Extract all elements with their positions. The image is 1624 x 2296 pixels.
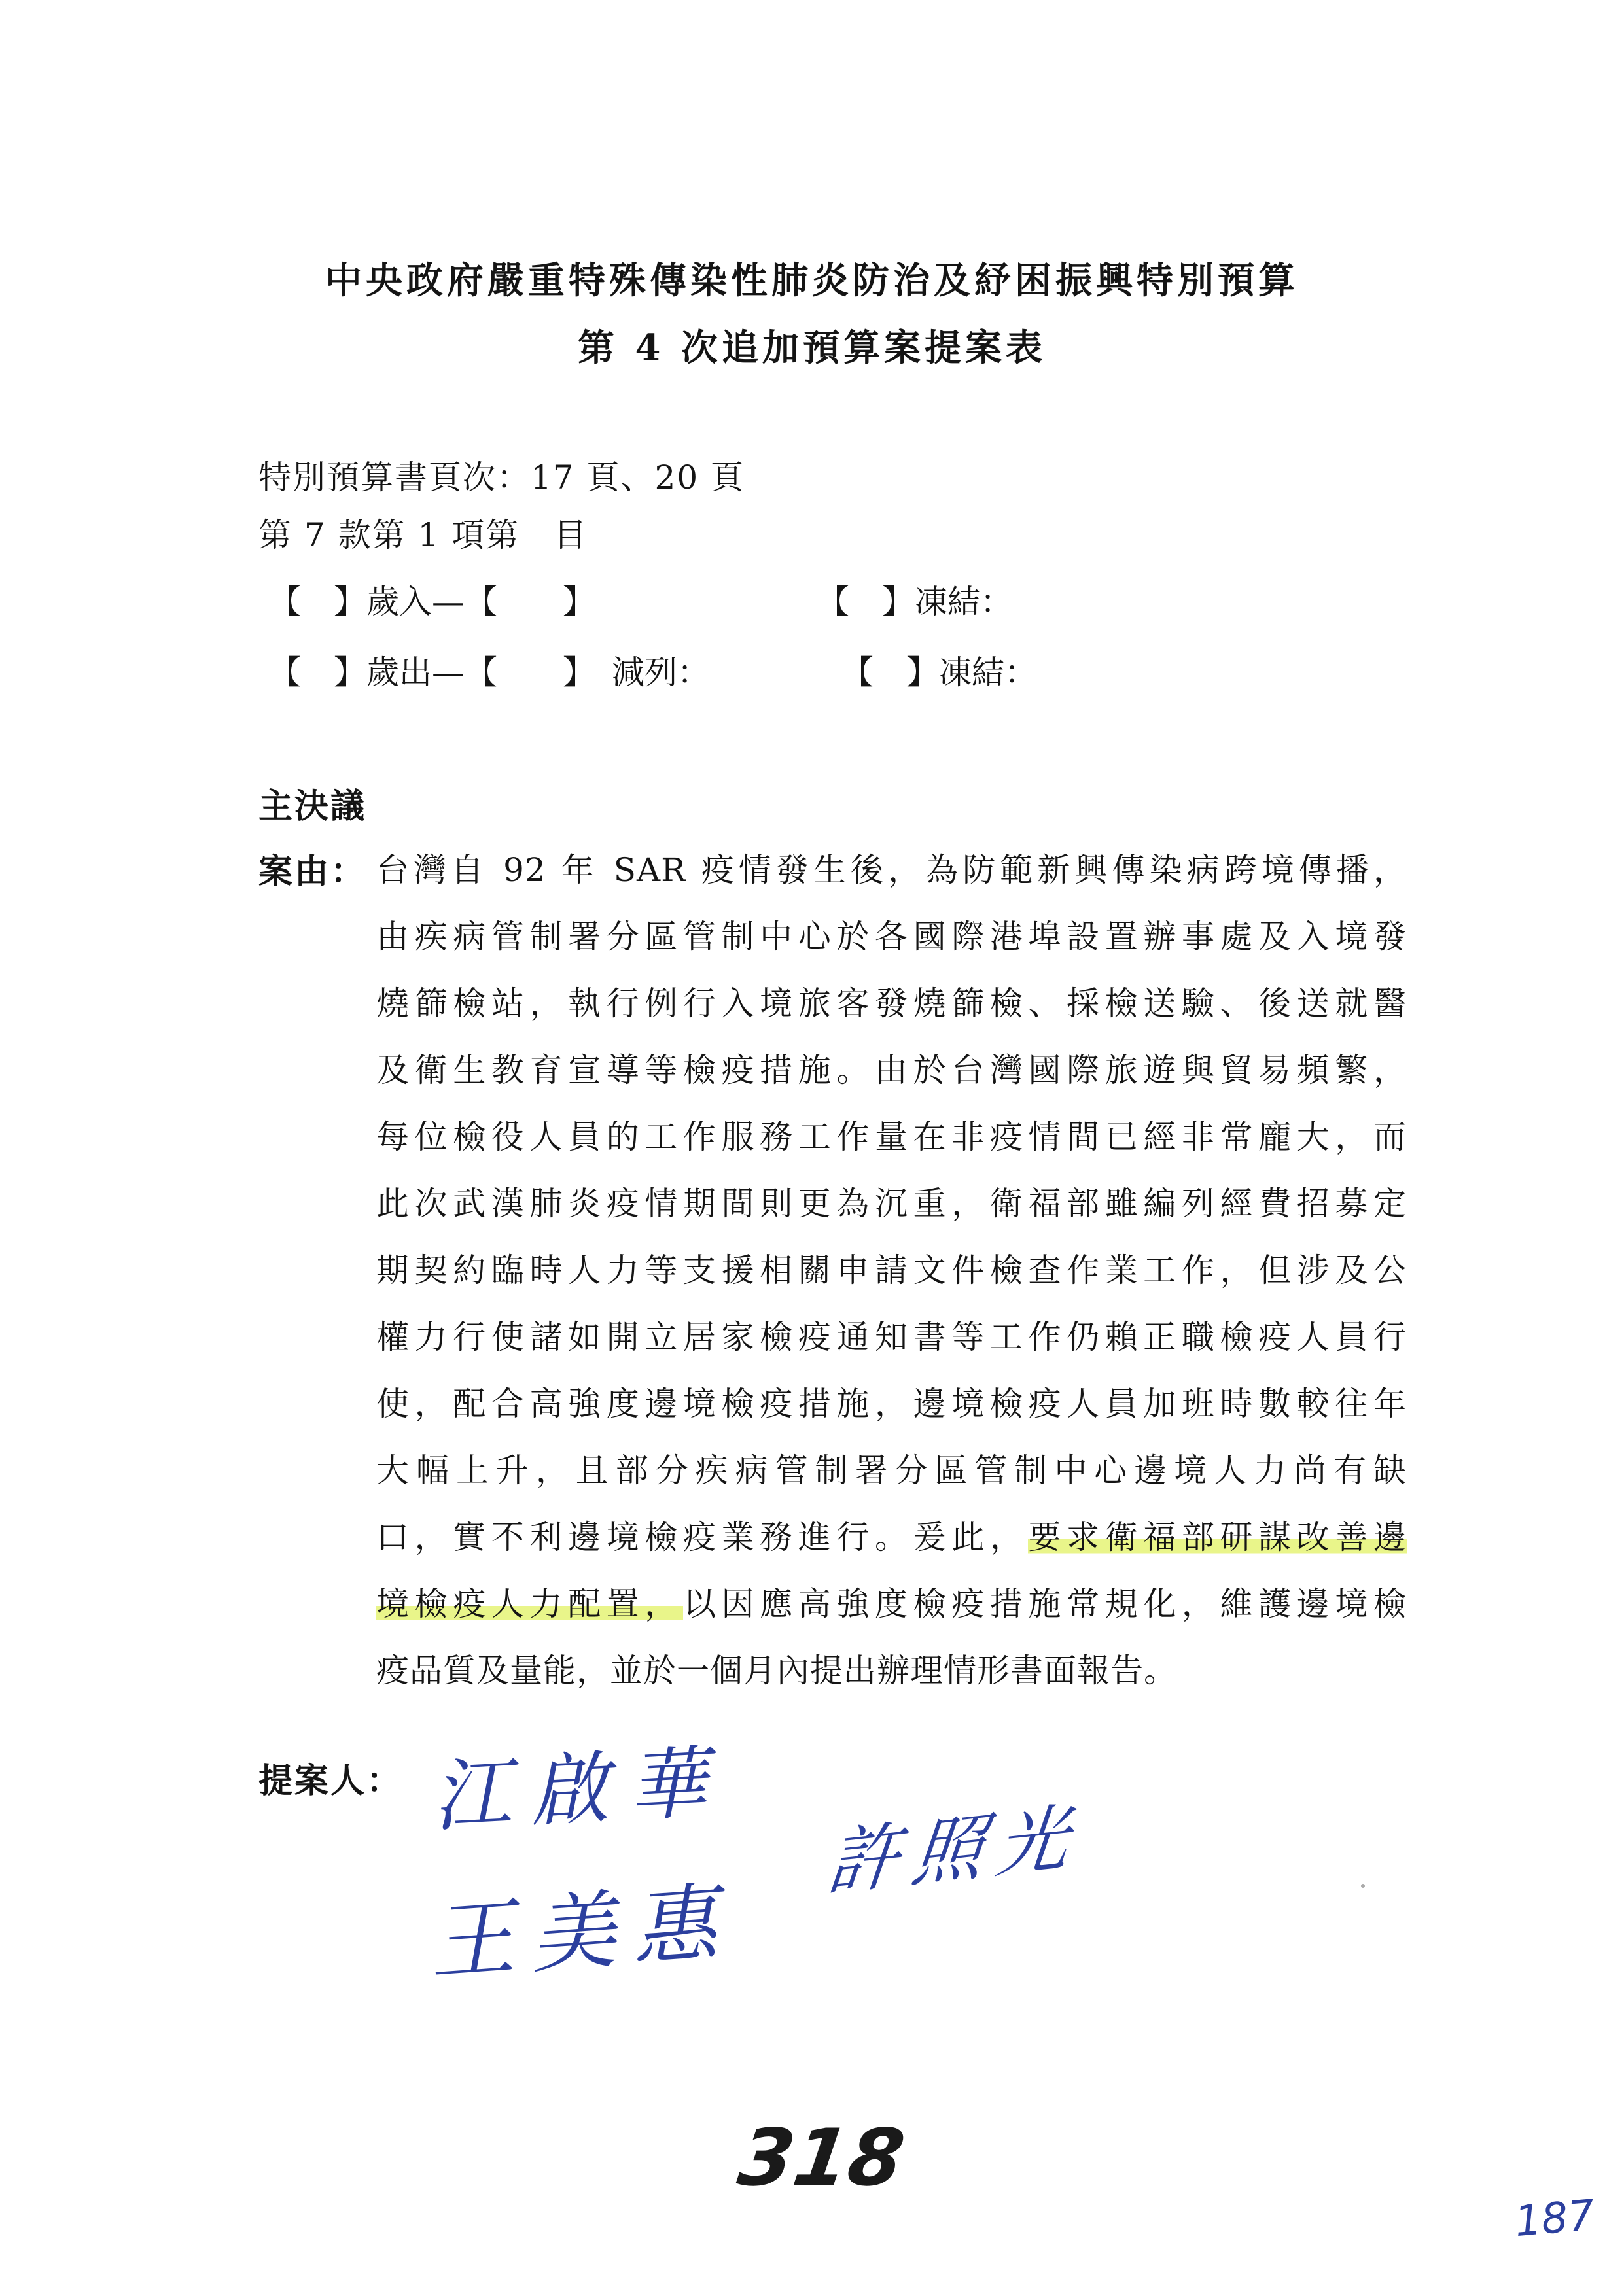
case-text-line: 此次武漢肺炎疫情期間則更為沉重，衛福部雖編列經費招募定 bbox=[376, 1185, 1407, 1223]
budget-item-reference: 第 7 款第 1 項第 目 bbox=[258, 516, 588, 554]
case-text-line: 及衛生教育宣導等檢疫措施。由於台灣國際旅遊與貿易頻繁， bbox=[376, 1051, 1407, 1089]
case-reason-label: 案由： bbox=[258, 852, 367, 892]
handwritten-signature: 王美惠 bbox=[425, 1871, 737, 1993]
budget-pages-reference: 特別預算書頁次：17 頁、20 頁 bbox=[258, 459, 745, 496]
case-text-line: 期契約臨時人力等支援相關申請文件檢查作業工作，但涉及公 bbox=[376, 1251, 1407, 1289]
stray-mark bbox=[1361, 1884, 1365, 1888]
expenditure-cut-field: 減列： bbox=[612, 653, 710, 691]
highlighted-text: 境檢疫人力配置， bbox=[376, 1585, 683, 1623]
handwritten-signature: 江啟華 bbox=[430, 1737, 729, 1843]
case-text-line: 權力行使諸如開立居家檢疫通知書等工作仍賴正職檢疫人員行 bbox=[376, 1318, 1407, 1356]
case-text-line: 台灣自 92 年 SAR 疫情發生後，為防範新興傳染病跨境傳播， bbox=[376, 851, 1407, 889]
highlighted-text: 要求衛福部研謀改善邊 bbox=[1028, 1518, 1407, 1556]
case-text-line: 由疾病管制署分區管制中心於各國際港埠設置辦事處及入境發 bbox=[376, 918, 1407, 956]
expenditure-field: 【 】歲出—【 】 bbox=[268, 653, 595, 691]
case-text-line: 使，配合高強度邊境檢疫措施，邊境檢疫人員加班時數較往年 bbox=[376, 1385, 1407, 1423]
case-text-line: 燒篩檢站，執行例行入境旅客發燒篩檢、採檢送驗、後送就醫 bbox=[376, 984, 1407, 1022]
main-resolution-heading: 主決議 bbox=[258, 786, 367, 826]
case-text-line bbox=[376, 1578, 1407, 1625]
case-text-segment: 口，實不利邊境檢疫業務進行。爰此， bbox=[376, 1518, 1029, 1556]
document-title-line1: 中央政府嚴重特殊傳染性肺炎防治及紓困振興特別預算 bbox=[325, 259, 1299, 302]
revenue-field: 【 】歲入—【 】 bbox=[268, 583, 595, 621]
expenditure-freeze-field: 【 】凍結： bbox=[841, 653, 1037, 691]
proposer-label: 提案人： bbox=[258, 1761, 403, 1801]
case-text-line: 疫品質及量能，並於一個月內提出辦理情形書面報告。 bbox=[376, 1652, 1177, 1690]
handwritten-signature: 許照光 bbox=[823, 1794, 1086, 1906]
handwritten-sheet-number: 187 bbox=[1513, 2191, 1597, 2247]
case-text-segment: 以因應高強度檢疫措施常規化，維護邊境檢 bbox=[682, 1585, 1407, 1623]
document-title-line2: 第 4 次追加預算案提案表 bbox=[578, 326, 1046, 370]
case-text-line: 大幅上升，且部分疾病管制署分區管制中心邊境人力尚有缺 bbox=[376, 1452, 1407, 1489]
revenue-freeze-field: 【 】凍結： bbox=[817, 583, 1013, 621]
handwritten-page-number: 318 bbox=[733, 2113, 910, 2204]
case-text-line: 每位檢役人員的工作服務工作量在非疫情間已經非常龐大，而 bbox=[376, 1118, 1407, 1156]
case-text-line bbox=[376, 1511, 1407, 1558]
